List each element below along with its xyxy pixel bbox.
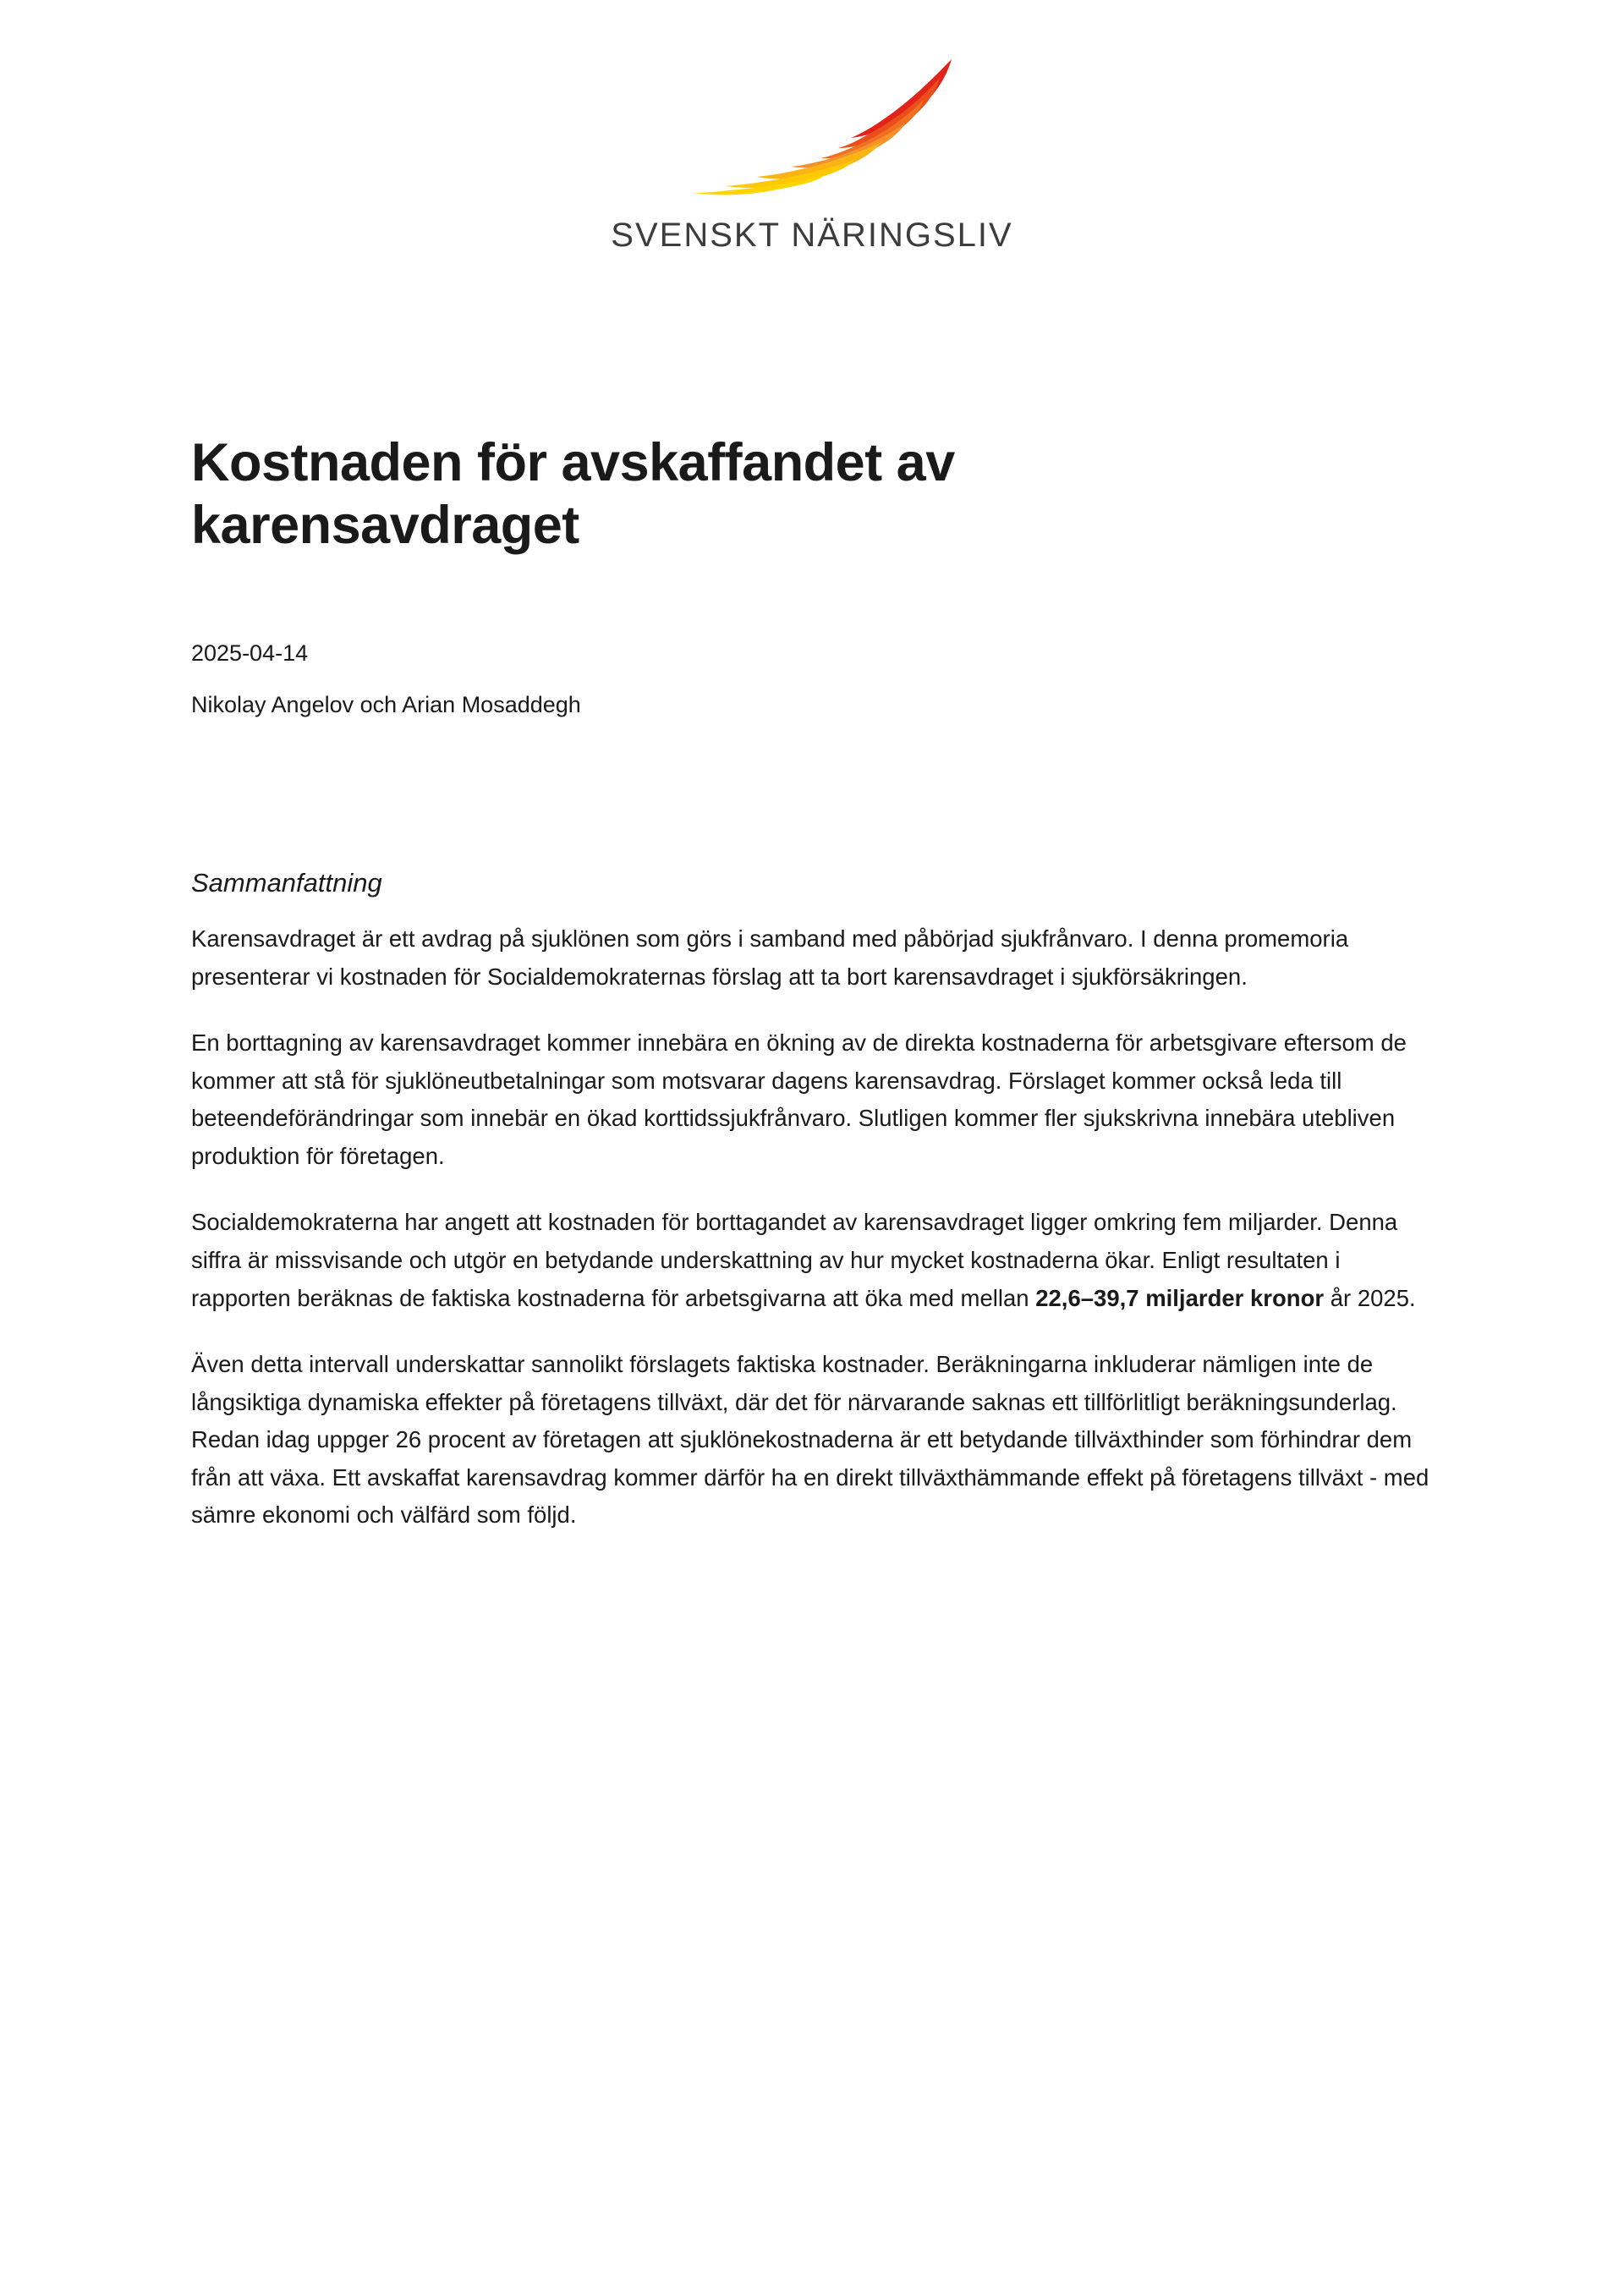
document-content <box>191 431 1435 1535</box>
paragraph <box>191 1204 1435 1317</box>
paragraph <box>191 920 1435 996</box>
author-list: Nikolay Angelov och Arian Mosaddegh <box>191 692 581 718</box>
summary-body <box>191 920 1435 1535</box>
text-run: En borttagning av karensavdraget kommer innebära en ökning av de direkta kostnaderna för arbetsgivare eftersom de kommer att stå för sjuklöneutbetalningar som motsvarar dagens karensavdrag. Förslaget kommer också leda till beteendeförändringar som innebär en ökad korttidssjukfrånvaro. Slutligen kommer fler sjukskrivna innebära utebliven produktion för företagen. <box>191 1029 1407 1169</box>
text-run: Socialdemokraterna har angett att kostnaden för borttagandet av karensavdraget ligger omkring fem miljarder. Denna siffra är missvisande och utgör en betydande underskattning av hur mycket kostnaderna ökar. Enligt resultaten i rapporten beräknas de faktiska kostnaderna för arbetsgivarna att öka med mellan <box>191 1209 1398 1311</box>
document-meta <box>191 635 1435 724</box>
text-run: Karensavdraget är ett avdrag på sjuklönen som görs i samband med påbörjad sjukfrånvaro. I denna promemoria presenterar vi kostnaden för Socialdemokraternas förslag att ta bort karensavdraget i sjukförsäkringen. <box>191 925 1349 990</box>
brand-logo <box>0 52 1624 255</box>
publication-date: 2025-04-14 <box>191 640 309 666</box>
page-title: Kostnaden för avskaffandet av karensavdraget <box>191 433 955 556</box>
section-heading-summary: Sammanfattning <box>191 868 382 898</box>
emphasis-text: 22,6–39,7 miljarder kronor <box>1035 1284 1325 1311</box>
paragraph <box>191 1346 1435 1535</box>
svenskt-naringsliv-wing-logo <box>651 52 973 213</box>
text-run: år 2025. <box>1324 1284 1416 1311</box>
logo-wordmark: SVENSKT NÄRINGSLIV <box>611 217 1013 254</box>
text-run: Även detta intervall underskattar sannolikt förslagets faktiska kostnader. Beräkningarna inkluderar nämligen inte de långsiktiga dynamiska effekter på företagens tillväxt, där det för närvarande saknas ett tillförlitligt beräkningsunderlag. Redan idag uppger 26 procent av företagen att sjuklönekostnaderna är ett betydande tillväxthinder som förhindrar dem från att växa. Ett avskaffat karensavdrag kommer därför ha en direkt tillväxthämmande effekt på företagens tillväxt - med sämre ekonomi och välfärd som följd. <box>191 1351 1429 1529</box>
paragraph <box>191 1024 1435 1175</box>
